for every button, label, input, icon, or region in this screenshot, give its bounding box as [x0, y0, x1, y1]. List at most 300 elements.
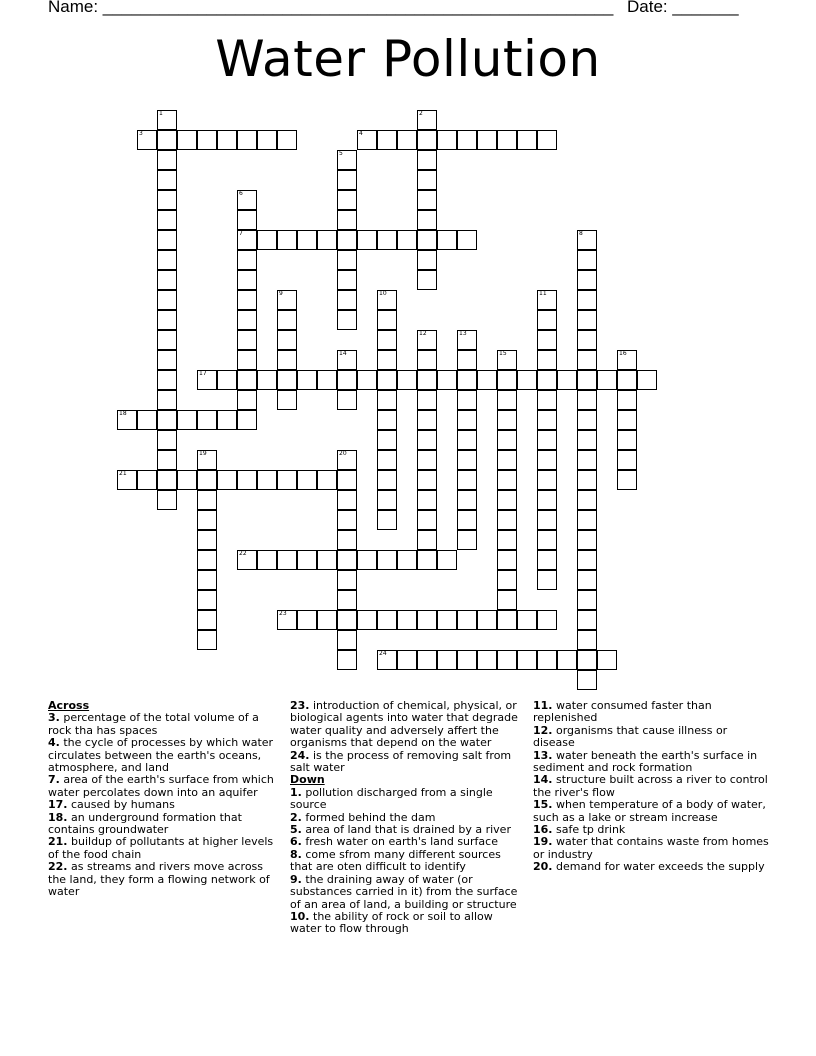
- crossword-cell[interactable]: [197, 130, 217, 150]
- crossword-cell[interactable]: [537, 570, 557, 590]
- crossword-cell[interactable]: [237, 230, 257, 250]
- crossword-cell[interactable]: [537, 490, 557, 510]
- crossword-cell[interactable]: [417, 130, 437, 150]
- crossword-cell[interactable]: [257, 130, 277, 150]
- crossword-cell[interactable]: [137, 130, 157, 150]
- crossword-cell[interactable]: [157, 250, 177, 270]
- crossword-cell[interactable]: [537, 310, 557, 330]
- crossword-cell[interactable]: [497, 570, 517, 590]
- crossword-cell[interactable]: [537, 370, 557, 390]
- cell-number: 8: [579, 230, 583, 237]
- crossword-cell[interactable]: [537, 290, 557, 310]
- crossword-cell[interactable]: [577, 590, 597, 610]
- clue-column-1: [48, 700, 284, 899]
- crossword-cell[interactable]: [237, 390, 257, 410]
- crossword-cell[interactable]: [317, 470, 337, 490]
- crossword-cell[interactable]: [577, 230, 597, 250]
- crossword-cell[interactable]: [157, 290, 177, 310]
- crossword-cell[interactable]: [237, 290, 257, 310]
- clue-across-3: [48, 712, 284, 737]
- crossword-cell[interactable]: [377, 350, 397, 370]
- crossword-cell[interactable]: [197, 590, 217, 610]
- crossword-cell[interactable]: [457, 430, 477, 450]
- crossword-cell[interactable]: [337, 490, 357, 510]
- crossword-cell[interactable]: [337, 450, 357, 470]
- crossword-cell[interactable]: [217, 410, 237, 430]
- crossword-cell[interactable]: [337, 550, 357, 570]
- crossword-cell[interactable]: [497, 470, 517, 490]
- crossword-cell[interactable]: [337, 610, 357, 630]
- cell-number: 22: [239, 550, 247, 557]
- crossword-cell[interactable]: [497, 430, 517, 450]
- crossword-cell[interactable]: [377, 550, 397, 570]
- crossword-cell[interactable]: [357, 130, 377, 150]
- crossword-cell[interactable]: [537, 530, 557, 550]
- crossword-cell[interactable]: [537, 430, 557, 450]
- crossword-cell[interactable]: [577, 470, 597, 490]
- crossword-cell[interactable]: [577, 390, 597, 410]
- crossword-cell[interactable]: [197, 570, 217, 590]
- crossword-cell[interactable]: [457, 130, 477, 150]
- crossword-cell[interactable]: [537, 350, 557, 370]
- crossword-cell[interactable]: [457, 450, 477, 470]
- crossword-cell[interactable]: [257, 550, 277, 570]
- crossword-cell[interactable]: [377, 650, 397, 670]
- crossword-cell[interactable]: [157, 150, 177, 170]
- crossword-cell[interactable]: [457, 510, 477, 530]
- cell-number: 15: [499, 350, 507, 357]
- clue-text: the cycle of processes by which water circulates between the earth's oceans, atmosphere, and land: [48, 736, 274, 775]
- crossword-cell[interactable]: [377, 510, 397, 530]
- crossword-cell[interactable]: [257, 470, 277, 490]
- crossword-cell[interactable]: [317, 550, 337, 570]
- crossword-cell[interactable]: [397, 650, 417, 670]
- clue-text: an underground formation that contains groundwater: [48, 810, 242, 837]
- crossword-cell[interactable]: [457, 490, 477, 510]
- cell-number: 6: [239, 190, 243, 197]
- crossword-cell[interactable]: [577, 270, 597, 290]
- crossword-cell[interactable]: [477, 610, 497, 630]
- crossword-cell[interactable]: [577, 490, 597, 510]
- crossword-cell[interactable]: [277, 130, 297, 150]
- crossword-cell[interactable]: [237, 130, 257, 150]
- crossword-cell[interactable]: [337, 230, 357, 250]
- cell-number: 3: [139, 130, 143, 137]
- crossword-cell[interactable]: [337, 370, 357, 390]
- crossword-cell[interactable]: [157, 410, 177, 430]
- crossword-cell[interactable]: [477, 650, 497, 670]
- crossword-cell[interactable]: [237, 470, 257, 490]
- crossword-cell[interactable]: [537, 330, 557, 350]
- crossword-cell[interactable]: [237, 270, 257, 290]
- crossword-cell[interactable]: [457, 410, 477, 430]
- date-field-label: Date: _______: [627, 0, 739, 16]
- crossword-cell[interactable]: [117, 410, 137, 430]
- crossword-cell[interactable]: [297, 550, 317, 570]
- crossword-cell[interactable]: [417, 330, 437, 350]
- crossword-cell[interactable]: [237, 410, 257, 430]
- crossword-cell[interactable]: [417, 150, 437, 170]
- crossword-cell[interactable]: [157, 270, 177, 290]
- crossword-cell[interactable]: [397, 370, 417, 390]
- crossword-cell[interactable]: [577, 650, 597, 670]
- crossword-cell[interactable]: [237, 210, 257, 230]
- crossword-cell[interactable]: [437, 550, 457, 570]
- crossword-cell[interactable]: [237, 350, 257, 370]
- crossword-cell[interactable]: [337, 570, 357, 590]
- crossword-cell[interactable]: [297, 370, 317, 390]
- crossword-cell[interactable]: [197, 490, 217, 510]
- crossword-cell[interactable]: [537, 510, 557, 530]
- crossword-cell[interactable]: [497, 410, 517, 430]
- crossword-cell[interactable]: [517, 610, 537, 630]
- crossword-cell[interactable]: [297, 230, 317, 250]
- crossword-cell[interactable]: [337, 310, 357, 330]
- crossword-cell[interactable]: [417, 190, 437, 210]
- crossword-cell[interactable]: [497, 510, 517, 530]
- crossword-cell[interactable]: [377, 290, 397, 310]
- crossword-cell[interactable]: [577, 370, 597, 390]
- crossword-cell[interactable]: [257, 370, 277, 390]
- crossword-cell[interactable]: [497, 370, 517, 390]
- crossword-cell[interactable]: [437, 610, 457, 630]
- crossword-cell[interactable]: [517, 650, 537, 670]
- crossword-cell[interactable]: [537, 650, 557, 670]
- cell-number: 10: [379, 290, 387, 297]
- crossword-cell[interactable]: [377, 430, 397, 450]
- crossword-cell[interactable]: [297, 610, 317, 630]
- crossword-cell[interactable]: [417, 550, 437, 570]
- clue-number: 20.: [533, 860, 553, 874]
- page-title: Water Pollution: [215, 30, 601, 88]
- crossword-cell[interactable]: [417, 210, 437, 230]
- crossword-cell[interactable]: [377, 470, 397, 490]
- crossword-cell[interactable]: [577, 330, 597, 350]
- crossword-cell[interactable]: [157, 490, 177, 510]
- clue-number: 8.: [290, 847, 302, 861]
- crossword-cell[interactable]: [157, 430, 177, 450]
- crossword-cell[interactable]: [277, 610, 297, 630]
- crossword-cell[interactable]: [517, 370, 537, 390]
- cell-number: 17: [199, 370, 207, 377]
- crossword-cell[interactable]: [497, 530, 517, 550]
- crossword-cell[interactable]: [437, 230, 457, 250]
- crossword-cell[interactable]: [577, 430, 597, 450]
- crossword-cell[interactable]: [417, 430, 437, 450]
- crossword-cell[interactable]: [457, 610, 477, 630]
- crossword-cell[interactable]: [497, 610, 517, 630]
- crossword-cell[interactable]: [577, 550, 597, 570]
- crossword-cell[interactable]: [377, 370, 397, 390]
- crossword-cell[interactable]: [537, 450, 557, 470]
- crossword-cell[interactable]: [357, 550, 377, 570]
- crossword-cell[interactable]: [617, 470, 637, 490]
- crossword-cell[interactable]: [417, 510, 437, 530]
- clue-down-20: [533, 861, 769, 873]
- crossword-cell[interactable]: [577, 350, 597, 370]
- crossword-cell[interactable]: [417, 110, 437, 130]
- crossword-cell[interactable]: [197, 630, 217, 650]
- clue-number: 9.: [290, 872, 302, 886]
- crossword-cell[interactable]: [337, 650, 357, 670]
- crossword-cell[interactable]: [417, 350, 437, 370]
- crossword-cell[interactable]: [337, 390, 357, 410]
- crossword-cell[interactable]: [237, 250, 257, 270]
- crossword-cell[interactable]: [257, 230, 277, 250]
- crossword-cell[interactable]: [137, 410, 157, 430]
- crossword-cell[interactable]: [557, 370, 577, 390]
- crossword-cell[interactable]: [417, 490, 437, 510]
- crossword-cell[interactable]: [157, 450, 177, 470]
- crossword-cell[interactable]: [177, 470, 197, 490]
- crossword-cell[interactable]: [577, 410, 597, 430]
- crossword-cell[interactable]: [217, 470, 237, 490]
- crossword-cell[interactable]: [577, 450, 597, 470]
- crossword-cell[interactable]: [157, 210, 177, 230]
- crossword-cell[interactable]: [277, 290, 297, 310]
- clue-down-1: [290, 787, 526, 812]
- crossword-cell[interactable]: [177, 410, 197, 430]
- crossword-cell[interactable]: [417, 270, 437, 290]
- crossword-cell[interactable]: [337, 150, 357, 170]
- crossword-cell[interactable]: [477, 130, 497, 150]
- clue-number: 6.: [290, 835, 302, 849]
- crossword-cell[interactable]: [497, 130, 517, 150]
- crossword-cell[interactable]: [117, 470, 137, 490]
- crossword-cell[interactable]: [417, 650, 437, 670]
- crossword-cell[interactable]: [457, 390, 477, 410]
- crossword-cell[interactable]: [457, 650, 477, 670]
- crossword-cell[interactable]: [377, 610, 397, 630]
- crossword-cell[interactable]: [417, 470, 437, 490]
- crossword-cell[interactable]: [337, 190, 357, 210]
- clue-down-12: [533, 725, 769, 750]
- crossword-cell[interactable]: [337, 470, 357, 490]
- crossword-cell[interactable]: [397, 230, 417, 250]
- crossword-cell[interactable]: [377, 450, 397, 470]
- crossword-cell[interactable]: [277, 370, 297, 390]
- crossword-cell[interactable]: [597, 370, 617, 390]
- crossword-cell[interactable]: [397, 610, 417, 630]
- crossword-cell[interactable]: [577, 610, 597, 630]
- crossword-cell[interactable]: [157, 130, 177, 150]
- crossword-cell[interactable]: [357, 230, 377, 250]
- crossword-cell[interactable]: [577, 250, 597, 270]
- crossword-cell[interactable]: [637, 370, 657, 390]
- clue-column-2: [290, 700, 526, 936]
- crossword-cell[interactable]: [417, 170, 437, 190]
- crossword-cell[interactable]: [577, 510, 597, 530]
- crossword-cell[interactable]: [357, 610, 377, 630]
- crossword-cell[interactable]: [437, 130, 457, 150]
- crossword-cell[interactable]: [277, 330, 297, 350]
- crossword-cell[interactable]: [457, 230, 477, 250]
- crossword-cell[interactable]: [277, 350, 297, 370]
- crossword-cell[interactable]: [617, 430, 637, 450]
- crossword-cell[interactable]: [457, 370, 477, 390]
- clue-number: 23.: [290, 699, 310, 712]
- crossword-cell[interactable]: [197, 510, 217, 530]
- crossword-cell[interactable]: [177, 130, 197, 150]
- crossword-cell[interactable]: [217, 130, 237, 150]
- crossword-cell[interactable]: [497, 390, 517, 410]
- crossword-cell[interactable]: [497, 650, 517, 670]
- crossword-cell[interactable]: [377, 390, 397, 410]
- crossword-cell[interactable]: [477, 370, 497, 390]
- crossword-cell[interactable]: [337, 250, 357, 270]
- crossword-cell[interactable]: [377, 230, 397, 250]
- crossword-cell[interactable]: [557, 650, 577, 670]
- crossword-cell[interactable]: [617, 450, 637, 470]
- crossword-cell[interactable]: [577, 310, 597, 330]
- crossword-cell[interactable]: [237, 310, 257, 330]
- crossword-cell[interactable]: [537, 470, 557, 490]
- across-heading: Across: [48, 699, 90, 712]
- crossword-cell[interactable]: [497, 350, 517, 370]
- crossword-cell[interactable]: [537, 610, 557, 630]
- clue-number: 7.: [48, 773, 60, 787]
- crossword-cell[interactable]: [377, 330, 397, 350]
- crossword-cell[interactable]: [377, 490, 397, 510]
- crossword-cell[interactable]: [377, 130, 397, 150]
- crossword-cell[interactable]: [197, 370, 217, 390]
- crossword-cell[interactable]: [237, 330, 257, 350]
- crossword-cell[interactable]: [617, 350, 637, 370]
- clue-down-15: [533, 799, 769, 824]
- clue-text: safe tp drink: [556, 823, 626, 837]
- crossword-cell[interactable]: [337, 630, 357, 650]
- crossword-cell[interactable]: [197, 530, 217, 550]
- crossword-cell[interactable]: [417, 530, 437, 550]
- crossword-cell[interactable]: [277, 550, 297, 570]
- crossword-cell[interactable]: [157, 330, 177, 350]
- cell-number: 2: [419, 110, 423, 117]
- crossword-cell[interactable]: [317, 230, 337, 250]
- crossword-cell[interactable]: [157, 470, 177, 490]
- clue-down-19: [533, 836, 769, 861]
- crossword-cell[interactable]: [417, 410, 437, 430]
- clue-number: 17.: [48, 798, 68, 812]
- crossword-cell[interactable]: [337, 270, 357, 290]
- crossword-cell[interactable]: [497, 550, 517, 570]
- crossword-cell[interactable]: [317, 610, 337, 630]
- crossword-cell[interactable]: [337, 210, 357, 230]
- crossword-cell[interactable]: [497, 490, 517, 510]
- clue-across-18: [48, 812, 284, 837]
- crossword-cell[interactable]: [437, 650, 457, 670]
- crossword-cell[interactable]: [157, 110, 177, 130]
- crossword-cell[interactable]: [297, 470, 317, 490]
- crossword-cell[interactable]: [417, 610, 437, 630]
- cell-number: 18: [119, 410, 127, 417]
- crossword-cell[interactable]: [597, 650, 617, 670]
- crossword-cell[interactable]: [397, 130, 417, 150]
- crossword-cell[interactable]: [417, 450, 437, 470]
- crossword-cell[interactable]: [357, 370, 377, 390]
- crossword-cell[interactable]: [197, 470, 217, 490]
- crossword-cell[interactable]: [497, 450, 517, 470]
- crossword-cell[interactable]: [457, 530, 477, 550]
- clue-number: 4.: [48, 736, 60, 750]
- clue-across-7: [48, 774, 284, 799]
- crossword-cell[interactable]: [317, 370, 337, 390]
- crossword-cell[interactable]: [337, 530, 357, 550]
- crossword-cell[interactable]: [397, 550, 417, 570]
- crossword-cell[interactable]: [437, 370, 457, 390]
- crossword-cell[interactable]: [617, 370, 637, 390]
- crossword-cell[interactable]: [157, 370, 177, 390]
- crossword-cell[interactable]: [377, 410, 397, 430]
- crossword-cell[interactable]: [537, 130, 557, 150]
- crossword-cell[interactable]: [237, 550, 257, 570]
- crossword-cell[interactable]: [157, 310, 177, 330]
- crossword-cell[interactable]: [417, 230, 437, 250]
- crossword-cell[interactable]: [337, 590, 357, 610]
- crossword-cell[interactable]: [137, 470, 157, 490]
- crossword-cell[interactable]: [377, 310, 397, 330]
- crossword-cell[interactable]: [197, 450, 217, 470]
- crossword-cell[interactable]: [457, 330, 477, 350]
- crossword-cell[interactable]: [157, 190, 177, 210]
- crossword-cell[interactable]: [577, 630, 597, 650]
- crossword-cell[interactable]: [157, 390, 177, 410]
- crossword-cell[interactable]: [417, 390, 437, 410]
- crossword-cell[interactable]: [537, 550, 557, 570]
- clue-text: as streams and rivers move across the land, they form a flowing network of water: [48, 860, 270, 899]
- crossword-cell[interactable]: [197, 410, 217, 430]
- crossword-cell[interactable]: [577, 670, 597, 690]
- crossword-cell[interactable]: [337, 170, 357, 190]
- crossword-cell[interactable]: [617, 410, 637, 430]
- crossword-cell[interactable]: [277, 310, 297, 330]
- crossword-cell[interactable]: [217, 370, 237, 390]
- crossword-cell[interactable]: [337, 510, 357, 530]
- crossword-cell[interactable]: [537, 390, 557, 410]
- crossword-cell[interactable]: [337, 350, 357, 370]
- clue-text: water that contains waste from homes or industry: [533, 835, 769, 861]
- crossword-cell[interactable]: [197, 610, 217, 630]
- crossword-cell[interactable]: [157, 350, 177, 370]
- crossword-cell[interactable]: [537, 410, 557, 430]
- crossword-cell[interactable]: [417, 370, 437, 390]
- clue-text: come sfrom many different sources that are oten difficult to identify: [290, 847, 501, 874]
- crossword-cell[interactable]: [457, 470, 477, 490]
- crossword-cell[interactable]: [497, 590, 517, 610]
- crossword-cell[interactable]: [577, 530, 597, 550]
- crossword-cell[interactable]: [337, 290, 357, 310]
- crossword-cell[interactable]: [237, 370, 257, 390]
- crossword-cell[interactable]: [157, 230, 177, 250]
- crossword-cell[interactable]: [237, 190, 257, 210]
- crossword-cell[interactable]: [417, 250, 437, 270]
- crossword-cell[interactable]: [197, 550, 217, 570]
- crossword-cell[interactable]: [577, 570, 597, 590]
- crossword-cell[interactable]: [517, 130, 537, 150]
- clue-text: structure built across a river to control the river's flow: [533, 773, 768, 799]
- crossword-cell[interactable]: [577, 290, 597, 310]
- crossword-cell[interactable]: [277, 390, 297, 410]
- crossword-cell[interactable]: [277, 230, 297, 250]
- crossword-cell[interactable]: [157, 170, 177, 190]
- cell-number: 11: [539, 290, 547, 297]
- clue-across-24: [290, 750, 526, 775]
- crossword-cell[interactable]: [457, 350, 477, 370]
- crossword-cell[interactable]: [277, 470, 297, 490]
- cell-number: 5: [339, 150, 343, 157]
- crossword-cell[interactable]: [617, 390, 637, 410]
- clue-text: pollution discharged from a single source: [290, 785, 493, 812]
- clue-down-11: [533, 700, 769, 725]
